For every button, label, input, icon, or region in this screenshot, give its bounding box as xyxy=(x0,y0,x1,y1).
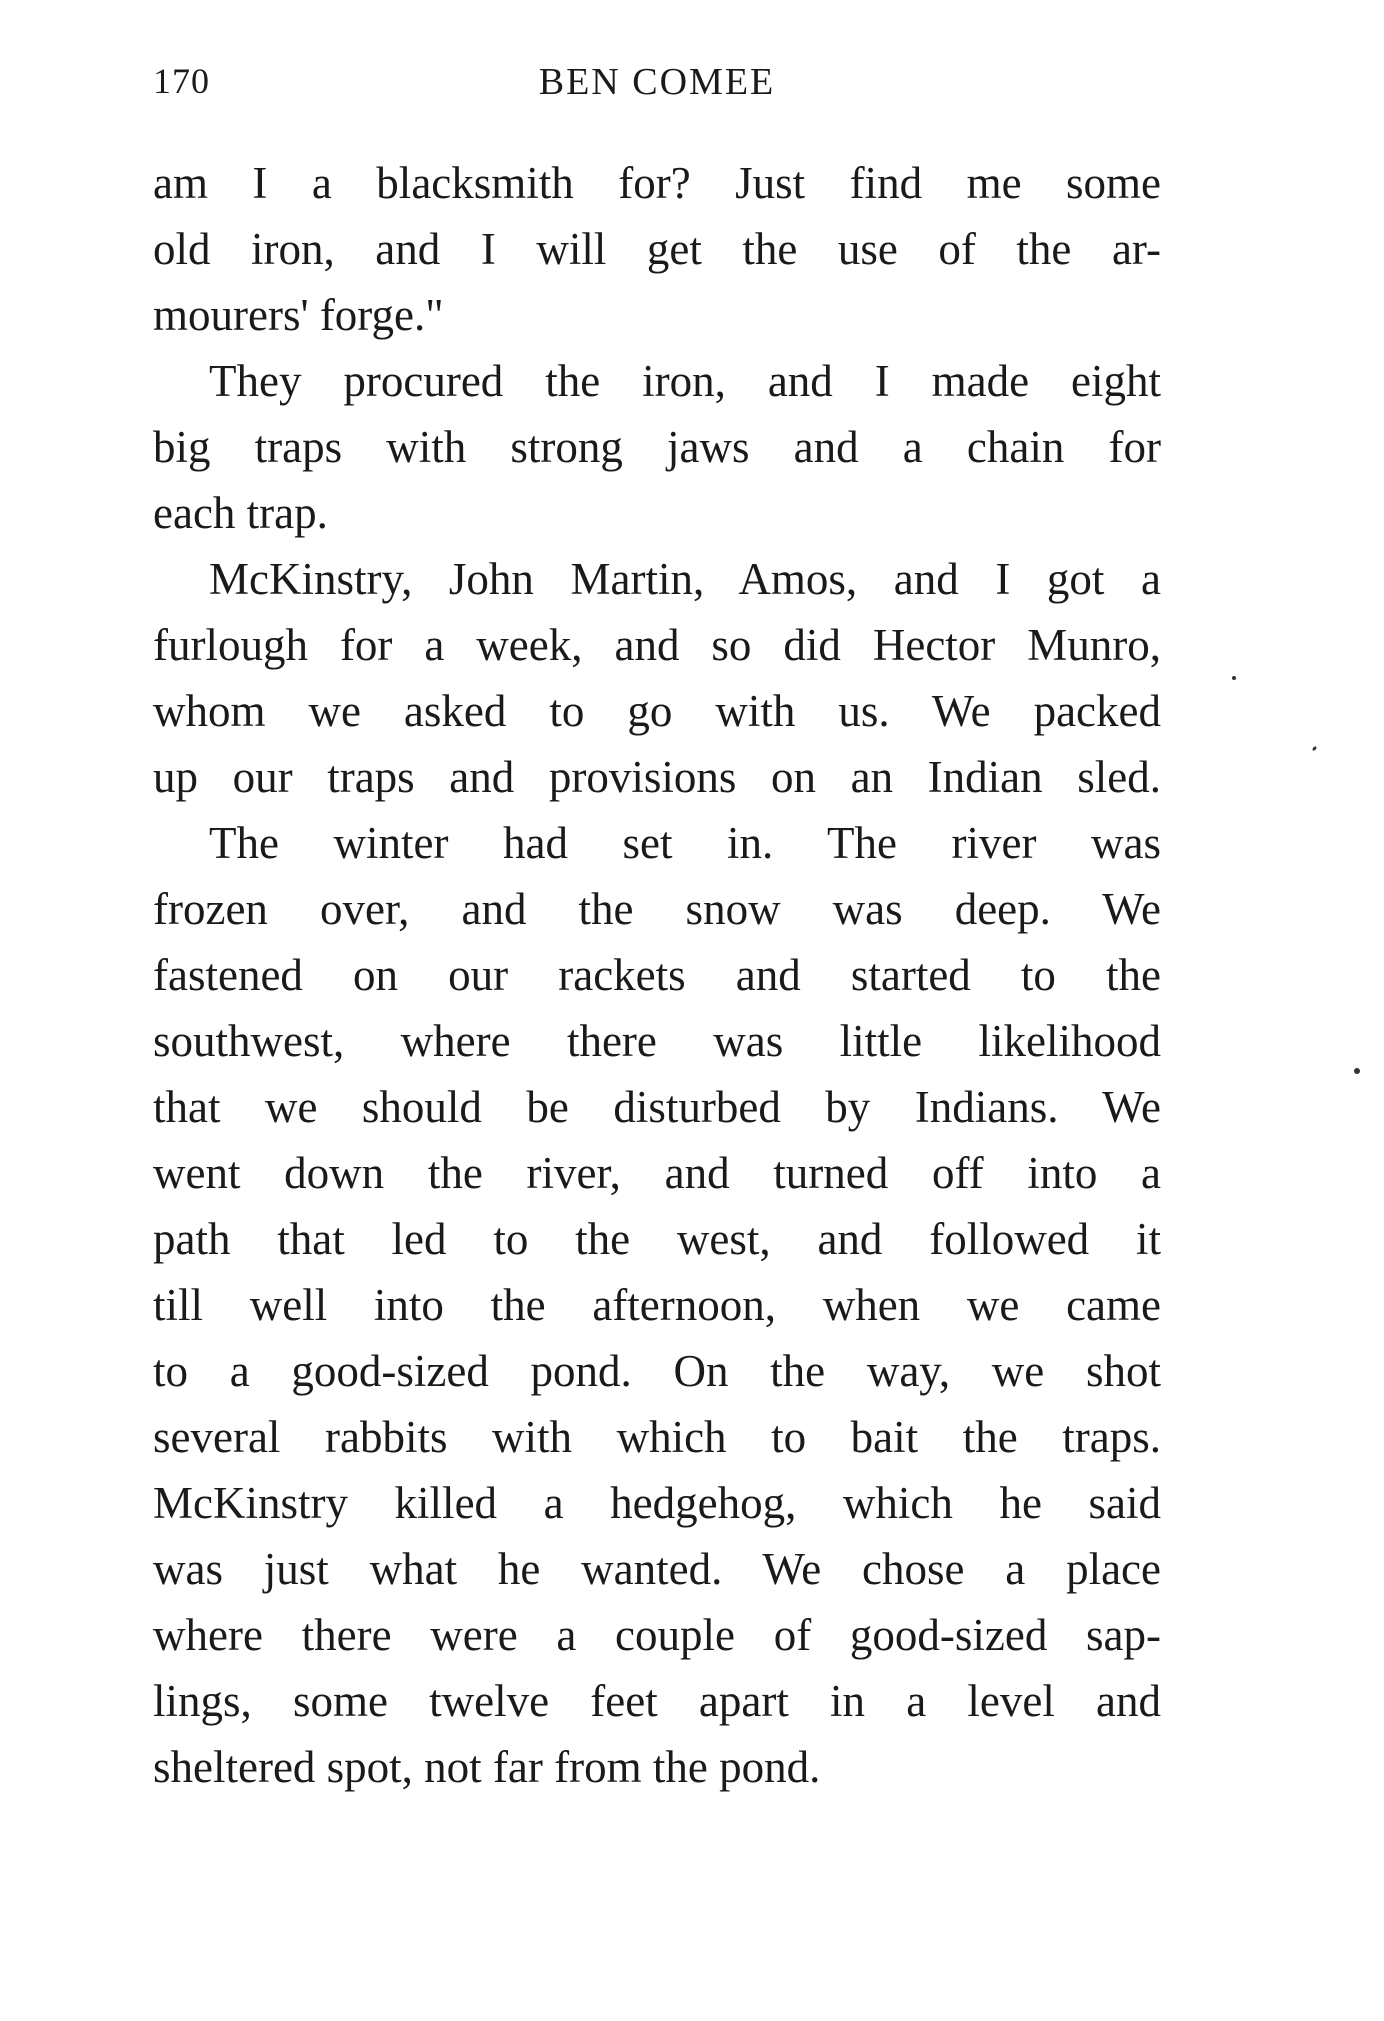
text-line: southwest, where there was little likelihood xyxy=(153,1016,1161,1066)
text-line: whom we asked to go with us. We packed xyxy=(153,686,1161,736)
text-line: mourers' forge." xyxy=(153,290,444,340)
text-line: went down the river, and turned off into a xyxy=(153,1148,1161,1198)
text-line: furlough for a week, and so did Hector Munro, xyxy=(153,620,1161,670)
body-text xyxy=(153,150,1161,1800)
text-line: frozen over, and the snow was deep. We xyxy=(153,884,1161,934)
text-line: several rabbits with which to bait the traps. xyxy=(153,1412,1161,1462)
text-line: was just what he wanted. We chose a place xyxy=(153,1544,1161,1594)
text-line: till well into the afternoon, when we came xyxy=(153,1280,1161,1330)
text-line: where there were a couple of good-sized sap- xyxy=(153,1610,1161,1660)
text-line: lings, some twelve feet apart in a level and xyxy=(153,1676,1161,1726)
running-title: BEN COMEE xyxy=(538,61,776,103)
text-line: that we should be disturbed by Indians. We xyxy=(153,1082,1161,1132)
text-line: old iron, and I will get the use of the ar- xyxy=(153,224,1161,274)
text-line: fastened on our rackets and started to the xyxy=(153,950,1161,1000)
text-line: The winter had set in. The river was xyxy=(209,818,1161,868)
text-line: am I a blacksmith for? Just find me some xyxy=(153,158,1161,208)
running-head xyxy=(153,60,1161,120)
text-line: McKinstry, John Martin, Amos, and I got a xyxy=(209,554,1161,604)
scan-speck xyxy=(1312,746,1318,752)
text-line: up our traps and provisions on an Indian sled. xyxy=(153,752,1161,802)
page-number: 170 xyxy=(153,61,210,101)
scan-speck xyxy=(1354,1068,1360,1074)
text-line: sheltered spot, not far from the pond. xyxy=(153,1742,821,1792)
text-line: big traps with strong jaws and a chain for xyxy=(153,422,1161,472)
text-line: McKinstry killed a hedgehog, which he said xyxy=(153,1478,1161,1528)
text-line: each trap. xyxy=(153,488,328,538)
text-line: path that led to the west, and followed it xyxy=(153,1214,1161,1264)
scan-speck xyxy=(1232,676,1236,680)
text-line: They procured the iron, and I made eight xyxy=(209,356,1161,406)
text-line: to a good-sized pond. On the way, we shot xyxy=(153,1346,1161,1396)
